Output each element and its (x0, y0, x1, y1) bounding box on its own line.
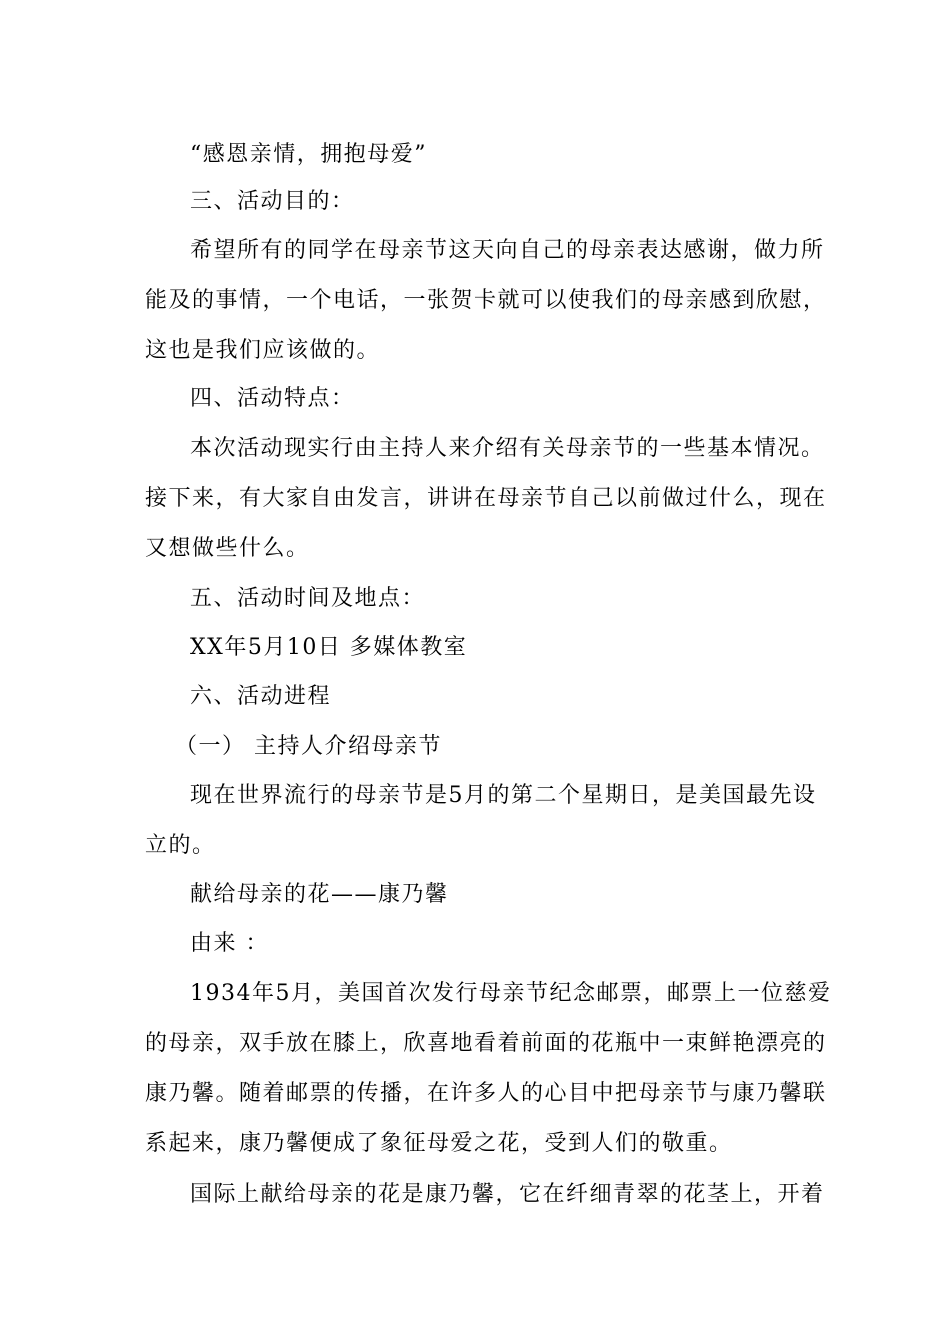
paragraph-line: 国际上献给母亲的花是康乃馨，它在纤细青翠的花茎上，开着 (190, 1182, 825, 1207)
paragraph-line: 希望所有的同学在母亲节这天向自己的母亲表达感谢，做力所 (190, 238, 825, 263)
paragraph-line: 现在世界流行的母亲节是5月的第二个星期日，是美国最先设 (190, 783, 817, 808)
paragraph-line: 接下来，有大家自由发言，讲讲在母亲节自己以前做过什么，现在 (145, 486, 827, 511)
flower-heading: 献给母亲的花——康乃馨 (190, 882, 449, 907)
paragraph-line: 的母亲，双手放在膝上，欣喜地看着前面的花瓶中一束鲜艳漂亮的 (145, 1031, 827, 1056)
subsection-heading: （一） 主持人介绍母亲节 (175, 734, 442, 759)
paragraph-line: 系起来，康乃馨便成了象征母爱之花，受到人们的敬重。 (145, 1131, 733, 1156)
paragraph-line: 立的。 (145, 833, 216, 858)
section-heading-purpose: 三、活动目的： (190, 189, 355, 214)
time-place-line: XX年5月10日 多媒体教室 (190, 635, 468, 660)
slogan-line: “感恩亲情，拥抱母爱” (190, 142, 427, 167)
origin-heading: 由来 ： (190, 931, 269, 956)
section-heading-time-place: 五、活动时间及地点： (190, 586, 426, 611)
paragraph-line: 这也是我们应该做的。 (145, 338, 381, 363)
section-heading-process: 六、活动进程 (190, 684, 332, 709)
paragraph-line: 能及的事情，一个电话，一张贺卡就可以使我们的母亲感到欣慰， (145, 288, 827, 313)
paragraph-line: 又想做些什么。 (145, 536, 310, 561)
paragraph-line: 1934年5月，美国首次发行母亲节纪念邮票，邮票上一位慈爱 (190, 981, 832, 1006)
paragraph-line: 康乃馨。随着邮票的传播，在许多人的心目中把母亲节与康乃馨联 (145, 1081, 827, 1106)
paragraph-line: 本次活动现实行由主持人来介绍有关母亲节的一些基本情况。 (190, 436, 825, 461)
section-heading-features: 四、活动特点： (190, 386, 355, 411)
